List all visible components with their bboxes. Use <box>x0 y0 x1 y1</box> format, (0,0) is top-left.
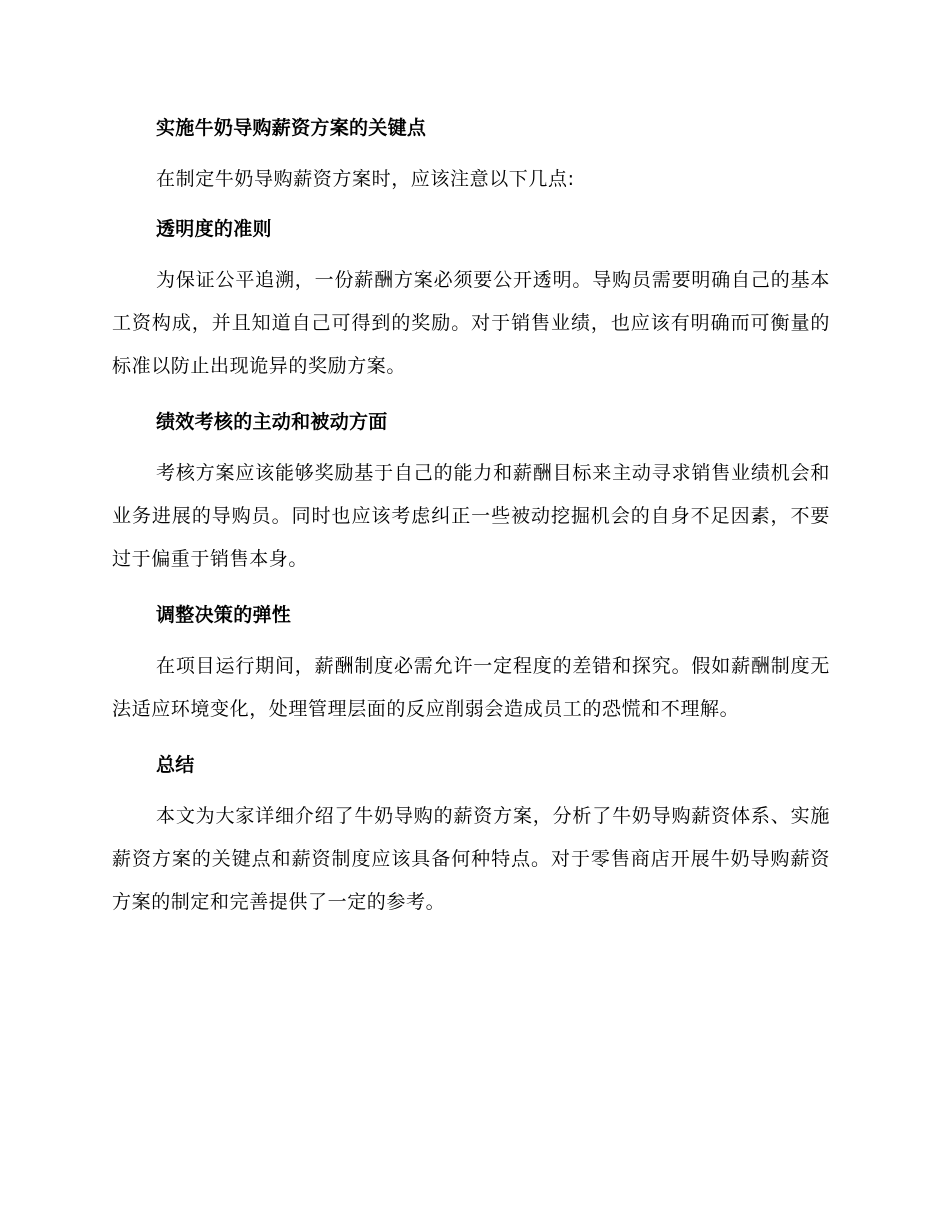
section-performance <box>112 400 830 581</box>
section-paragraph: 在项目运行期间，薪酬制度必需允许一定程度的差错和探究。假如薪酬制度无法适应环境变化，处理管理层面的反应削弱会造成员工的恐慌和不理解。 <box>112 655 830 720</box>
section-paragraph: 考核方案应该能够奖励基于自己的能力和薪酬目标来主动寻求销售业绩机会和业务进展的导购员。同时也应该考虑纠正一些被动挖掘机会的自身不足因素，不要过于偏重于销售本身。 <box>112 462 830 570</box>
section-flexibility <box>112 593 830 731</box>
section-paragraph: 在制定牛奶导购薪资方案时，应该注意以下几点: <box>156 168 575 190</box>
section-heading: 调整决策的弹性 <box>156 604 292 626</box>
section-transparency <box>112 207 830 388</box>
section-heading: 绩效考核的主动和被动方面 <box>156 411 388 433</box>
section-heading: 总结 <box>156 754 195 776</box>
section-paragraph: 本文为大家详细介绍了牛奶导购的薪资方案，分析了牛奶导购薪资体系、实施薪资方案的关键点和薪资制度应该具备何种特点。对于零售商店开展牛奶导购薪资方案的制定和完善提供了一定的参考。 <box>112 805 830 913</box>
section-heading: 实施牛奶导购薪资方案的关键点 <box>156 117 427 139</box>
section-key-points <box>112 106 830 201</box>
section-paragraph: 为保证公平追溯，一份薪酬方案必须要公开透明。导购员需要明确自己的基本工资构成，并且知道自己可得到的奖励。对于销售业绩，也应该有明确而可衡量的标准以防止出现诡异的奖励方案。 <box>112 269 830 377</box>
section-summary <box>112 743 830 924</box>
section-heading: 透明度的准则 <box>156 218 272 240</box>
document-page <box>112 106 830 936</box>
